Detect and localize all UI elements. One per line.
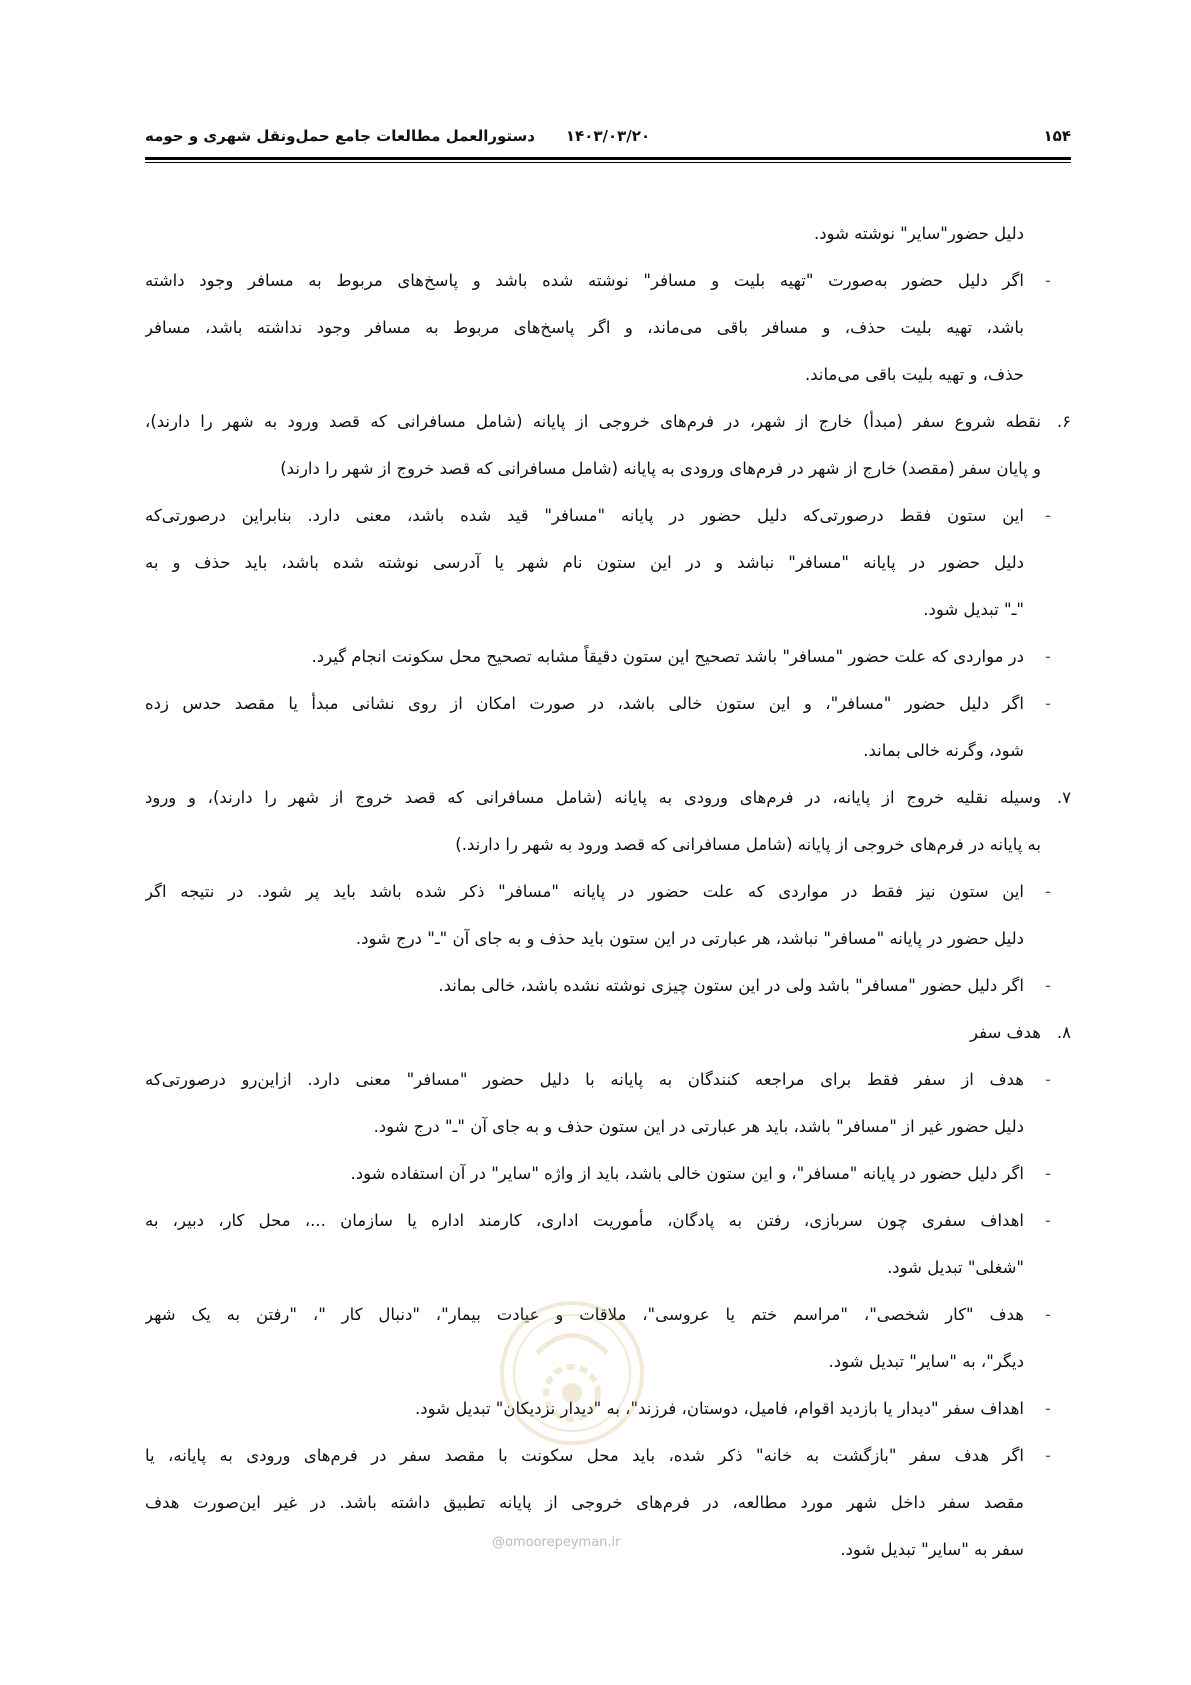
numbered-item-6: ۶. نقطه شروع سفر (مبدأ) خارج از شهر، در فرم‌های خروجی از پایانه (شامل مسافرانی که قصد ورود به شهر را دارند)، <box>145 398 1071 445</box>
watermark-logo <box>497 1298 647 1448</box>
item-number: ۶. <box>1056 412 1071 431</box>
item-number: ۸. <box>1056 1023 1071 1042</box>
bullet-line: - هدف "کار شخصی"، "مراسم ختم یا عروسی"، ملاقات و عیادت بیمار"، "دنبال کار "، "رفتن به یک شهر <box>145 1291 1071 1338</box>
numbered-item-7: ۷. وسیله نقلیه خروج از پایانه، در فرم‌های ورودی به پایانه (شامل مسافرانی که قصد خروج از شهر را دارند)، و ورود <box>145 774 1071 821</box>
document-title: دستورالعمل مطالعات جامع حمل‌ونقل شهری و حومه <box>145 127 535 145</box>
bullet-line: - هدف از سفر فقط برای مراجعه کنندگان به پایانه با دلیل حضور "مسافر" معنی دارد. ازاین‌رو درصورتی‌که <box>145 1056 1071 1103</box>
paragraph-line: باشد، تهیه بلیت حذف، و مسافر باقی می‌ماند، و اگر پاسخ‌های مربوط به مسافر وجود نداشته باشد، مسافر <box>145 318 1024 337</box>
paragraph-line: "ـ" تبدیل شود. <box>923 600 1024 619</box>
page-header <box>145 127 1071 151</box>
paragraph-line: "شغلی" تبدیل شود. <box>887 1258 1024 1277</box>
paragraph-line: دلیل حضور در پایانه "مسافر" نباشد و در این ستون نام شهر یا آدرسی نوشته شده باشد، باید حذف و به <box>145 553 1024 572</box>
dash-marker: - <box>1045 506 1051 525</box>
paragraph-line: مقصد سفر داخل شهر مورد مطالعه، در فرم‌های خروجی از پایانه تطبیق داشته باشد. در غیر این‌صورت هدف <box>145 1493 1024 1512</box>
bullet-line: - اهداف سفر "دیدار یا بازدید اقوام، فامیل، دوستان، فرزند"، به "دیدار نزدیکان" تبدیل شود. <box>145 1385 1071 1432</box>
watermark-text: @omoorepeyman.ir <box>492 1535 621 1550</box>
dash-marker: - <box>1045 1211 1051 1230</box>
bullet-line: - اگر دلیل حضور در پایانه "مسافر"، و این ستون خالی باشد، باید از واژه "سایر" در آن استفاده شود. <box>145 1150 1071 1197</box>
header-rule-thick <box>145 157 1071 160</box>
dash-marker: - <box>1045 976 1051 995</box>
paragraph-line: دلیل حضور"سایر" نوشته شود. <box>813 224 1024 243</box>
bullet-line: - اگر هدف سفر "بازگشت به خانه" ذکر شده، باید محل سکونت با مقصد سفر در فرم‌های ورودی به پایانه، یا <box>145 1432 1071 1479</box>
header-date: ۱۴۰۳/۰۳/۲۰ <box>565 127 651 145</box>
item-number: ۷. <box>1056 788 1071 807</box>
bullet-line: - اگر دلیل حضور به‌صورت "تهیه بلیت و مسافر" نوشته شده باشد و پاسخ‌های مربوط به مسافر وجود داشته <box>145 257 1071 304</box>
dash-marker: - <box>1045 1164 1051 1183</box>
dash-marker: - <box>1045 647 1051 666</box>
paragraph-line: حذف، و تهیه بلیت باقی می‌ماند. <box>805 365 1024 384</box>
bullet-line: - این ستون فقط درصورتی‌که دلیل حضور در پایانه "مسافر" قید شده باشد، معنی دارد. بنابراین درصورتی‌که <box>145 492 1071 539</box>
paragraph-line: دلیل حضور در پایانه "مسافر" نباشد، هر عبارتی در این ستون باید حذف و به جای آن "ـ" درج شود. <box>355 929 1024 948</box>
page-number: ۱۵۴ <box>1043 127 1071 145</box>
dash-marker: - <box>1045 1446 1051 1465</box>
bullet-line: - اگر دلیل حضور "مسافر" باشد ولی در این ستون چیزی نوشته نشده باشد، خالی بماند. <box>145 962 1071 1009</box>
paragraph-line: به پایانه در فرم‌های خروجی از پایانه (شامل مسافرانی که قصد ورود به شهر را دارند.) <box>455 835 1041 854</box>
numbered-item-8: ۸. هدف سفر <box>145 1009 1071 1056</box>
dash-marker: - <box>1045 1399 1051 1418</box>
header-rule-thin <box>145 162 1071 163</box>
paragraph-line: و پایان سفر (مقصد) خارج از شهر در فرم‌های ورودی به پایانه (شامل مسافرانی که قصد خروج از شهر را دارند) <box>280 459 1041 478</box>
dash-marker: - <box>1045 1070 1051 1089</box>
dash-marker: - <box>1045 1305 1051 1324</box>
dash-marker: - <box>1045 271 1051 290</box>
bullet-line: - اهداف سفری چون سربازی، رفتن به پادگان، مأموریت اداری، کارمند اداره یا سازمان ...، محل کار، دبیر، به <box>145 1197 1071 1244</box>
paragraph-line: دلیل حضور غیر از "مسافر" باشد، باید هر عبارتی در این ستون حذف و به جای آن "ـ" درج شود. <box>373 1117 1024 1136</box>
paragraph-line: دیگر"، به "سایر" تبدیل شود. <box>828 1352 1024 1371</box>
bullet-line: - اگر دلیل حضور "مسافر"، و این ستون خالی باشد، در صورت امکان از روی نشانی مبدأ یا مقصد حدس زده <box>145 680 1071 727</box>
paragraph-line: سفر به "سایر" تبدیل شود. <box>840 1540 1024 1559</box>
bullet-line: - در مواردی که علت حضور "مسافر" باشد تصحیح این ستون دقیقاً مشابه تصحیح محل سکونت انجام گیرد. <box>145 633 1071 680</box>
dash-marker: - <box>1045 694 1051 713</box>
paragraph-line: شود، وگرنه خالی بماند. <box>863 741 1024 760</box>
dash-marker: - <box>1045 882 1051 901</box>
bullet-line: - این ستون نیز فقط در مواردی که علت حضور در پایانه "مسافر" ذکر شده باشد باید پر شود. در نتیجه اگر <box>145 868 1071 915</box>
